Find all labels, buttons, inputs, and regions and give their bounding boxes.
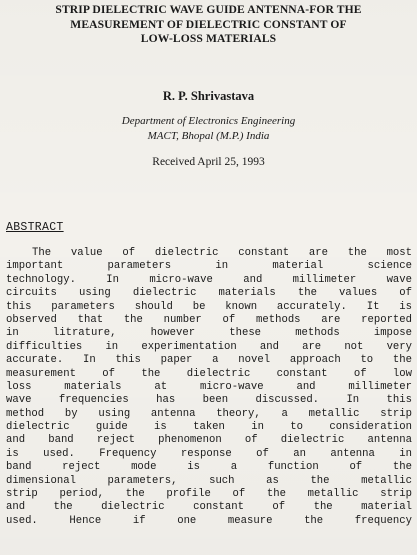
title-line: STRIP DIELECTRIC WAVE GUIDE ANTENNA-FOR THE — [55, 3, 362, 16]
abstract-line: difficulties in experimentation and are not very — [6, 340, 412, 353]
abstract-line: The value of dielectric constant are the most — [32, 247, 412, 259]
paper-title — [10, 3, 407, 47]
abstract-line: circuits using dielectric materials the values of — [6, 287, 412, 300]
abstract-line: dimensional parameters, such as the metallic — [6, 474, 412, 487]
affiliation-line: MACT, Bhopal (M.P.) India — [147, 130, 270, 142]
abstract-line: and the dielectric constant of the material — [6, 501, 412, 514]
abstract-line: accurate. In this paper a novel approach to the — [6, 354, 412, 367]
abstract-line: band reject mode is a function of the — [6, 461, 412, 474]
abstract-line: in litrature, however these methods impose — [6, 327, 412, 340]
abstract-line: important parameters in material science — [6, 260, 412, 273]
abstract-line: wave frequencies has been discussed. In this — [6, 394, 412, 407]
received-date: Received April 25, 1993 — [152, 156, 265, 168]
abstract-line: this parameters should be known accurately. It is — [6, 300, 412, 313]
abstract-heading: ABSTRACT — [6, 221, 64, 234]
affiliation — [0, 114, 417, 144]
abstract-line: used. Hence if one measure the frequency — [6, 514, 412, 527]
abstract-line: strip period, the profile of the metallic strip — [6, 488, 412, 501]
affiliation-line: Department of Electronics Engineering — [121, 115, 296, 127]
title-line: LOW-LOSS MATERIALS — [140, 32, 277, 45]
abstract-line: is used. Frequency response of an antenna in — [6, 447, 412, 460]
author-name: R. P. Shrivastava — [162, 89, 255, 103]
title-line: MEASUREMENT OF DIELECTRIC CONSTANT OF — [70, 17, 347, 31]
abstract-line: technology. In micro-wave and millimeter wave — [6, 273, 412, 286]
abstract-line: dielectric guide is taken in to consideration — [6, 421, 412, 434]
abstract-line: and band reject phenomenon of dielectric antenna — [6, 434, 412, 447]
abstract-line: measurement of the dielectric constant of low — [6, 367, 412, 380]
abstract-body — [6, 247, 412, 528]
abstract-line: observed that the number of methods are reported — [6, 313, 412, 326]
abstract-line: loss materials at micro-wave and millimeter — [6, 380, 412, 393]
abstract-line: method by using antenna theory, a metallic strip — [6, 407, 412, 420]
